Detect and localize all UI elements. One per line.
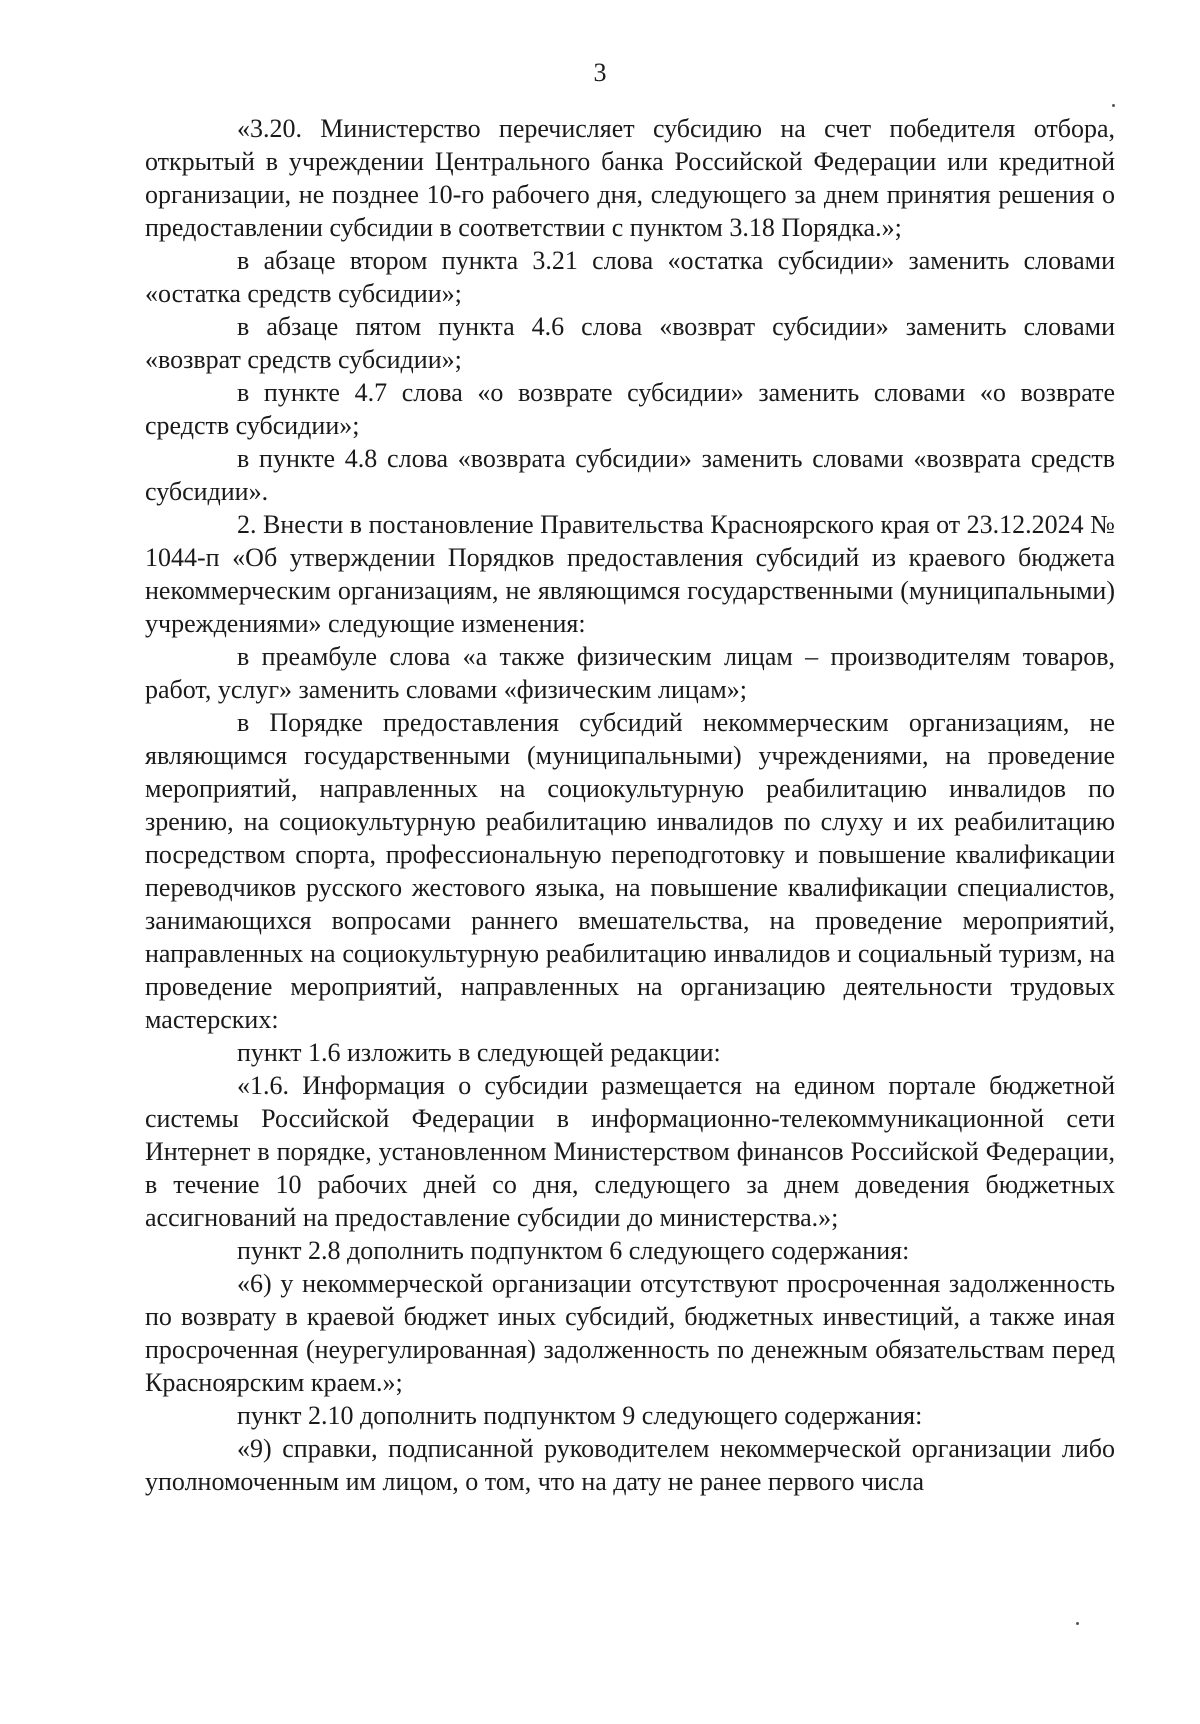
paragraph-subpoint-9: «9) справки, подписанной руководителем некоммерческой организации либо уполномоченным им лицом, о том, что на дату не ранее первого числа [145, 1434, 1115, 1496]
paragraph-item-2: 2. Внести в постановление Правительства Красноярского края от 23.12.2024 № 1044-п «Об утверждении Порядков предоставления субсидий из краевого бюджета некоммерческим организациям, не являющимся государственными (муниципальными) учреждениями» следующие изменения: [145, 510, 1115, 638]
paragraph-subpoint-6: «6) у некоммерческой организации отсутствуют просроченная задолженность по возврату в краевой бюджет иных субсидий, бюджетных инвестиций, а также иная просроченная (неурегулированная) задолженность по денежным обязательствам перед Красноярским краем.»; [145, 1269, 1115, 1397]
paragraph-point-2-8-intro: пункт 2.8 дополнить подпунктом 6 следующего содержания: [237, 1236, 910, 1265]
paragraph-3-20: «3.20. Министерство перечисляет субсидию на счет победителя отбора, открытый в учреждении Центрального банка Российской Федерации или кредитной организации, не позднее 10-го рабочего дня, следующего за днем принятия решения о предоставлении субсидии в соответствии с пунктом 3.18 Порядка.»; [145, 114, 1115, 242]
paragraph-amend-4-8: в пункте 4.8 слова «возврата субсидии» заменить словами «возврата средств субсидии». [145, 444, 1115, 506]
page-number: 3 [593, 58, 607, 87]
paragraph-procedure: в Порядке предоставления субсидий некоммерческим организациям, не являющимся государственными (муниципальными) учреждениями, на проведение мероприятий, направленных на социокультурную реабилитацию инвалидов по зрению, на социокультурную реабилитацию инвалидов по слуху и их реабилитацию посредством спорта, профессиональную переподготовку и повышение квалификации переводчиков русского жестового языка, на повышение квалификации специалистов, занимающихся вопросами раннего вмешательства, на проведение мероприятий, направленных на социокультурную реабилитацию инвалидов и социальный туризм, на проведение мероприятий, направленных на организацию деятельности трудовых мастерских: [145, 708, 1115, 1034]
paragraph-amend-4-6: в абзаце пятом пункта 4.6 слова «возврат субсидии» заменить словами «возврат средств субсидии»; [145, 312, 1115, 374]
document-body [145, 112, 1115, 1498]
scan-speck [1112, 104, 1115, 107]
paragraph-point-1-6-intro: пункт 1.6 изложить в следующей редакции: [237, 1038, 721, 1067]
paragraph-amend-3-21: в абзаце втором пункта 3.21 слова «остатка субсидии» заменить словами «остатка средств субсидии»; [145, 246, 1115, 308]
paragraph-point-2-10-intro: пункт 2.10 дополнить подпунктом 9 следующего содержания: [237, 1401, 923, 1430]
paragraph-point-1-6: «1.6. Информация о субсидии размещается на едином портале бюджетной системы Российской Федерации в информационно-телекоммуникационной сети Интернет в порядке, установленном Министерством финансов Российской Федерации, в течение 10 рабочих дней со дня, следующего за днем доведения бюджетных ассигнований на предоставление субсидии до министерства.»; [145, 1071, 1115, 1232]
scan-speck [1076, 1622, 1079, 1625]
paragraph-amend-4-7: в пункте 4.7 слова «о возврате субсидии» заменить словами «о возврате средств субсидии»; [145, 378, 1115, 440]
paragraph-preamble: в преамбуле слова «а также физическим лицам – производителям товаров, работ, услуг» заменить словами «физическим лицам»; [145, 642, 1115, 704]
